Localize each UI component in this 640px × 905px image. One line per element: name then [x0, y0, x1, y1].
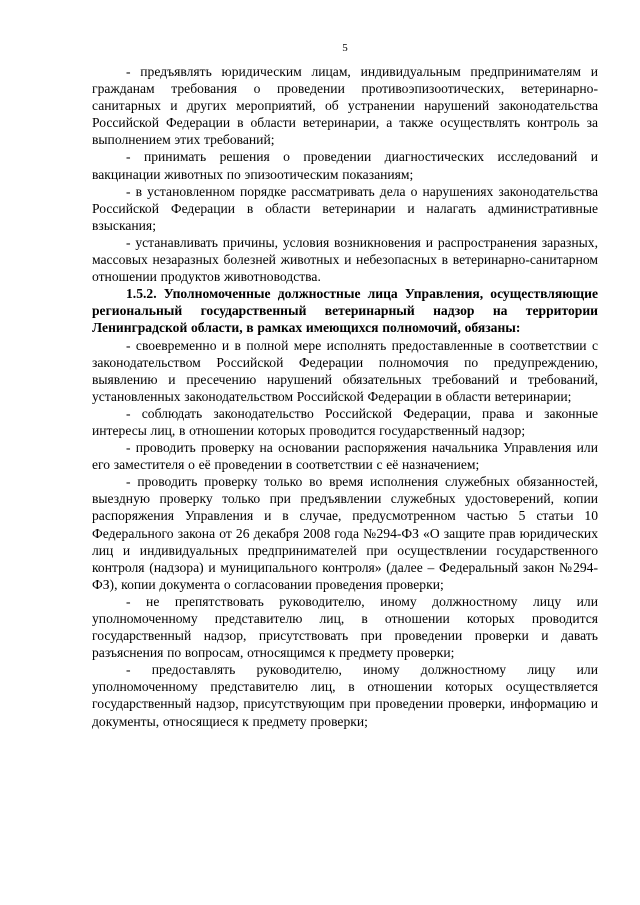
- paragraph-diagnostics: - принимать решения о проведении диагностических исследований и вакцинации животных по эпизоотическим показаниям;: [92, 149, 598, 182]
- section-heading-1-5-2: 1.5.2. Уполномоченные должностные лица Управления, осуществляющие региональный государственный ветеринарный надзор на территории Ленинградской области, в рамках имеющихся полномочий, обязаны:: [92, 286, 598, 336]
- paragraph-provide-information: - предоставлять руководителю, иному должностному лицу или уполномоченному представителю лиц, в отношении которых осуществляется государственный надзор, присутствующим при проведении проверки, информацию и документы, относящиеся к предмету проверки;: [92, 662, 598, 729]
- paragraph-inspection-order: - проводить проверку на основании распоряжения начальника Управления или его заместителя о её проведении в соответствии с её назначением;: [92, 440, 598, 473]
- paragraph-inspection-duties: - проводить проверку только во время исполнения служебных обязанностей, выездную проверку только при предъявлении служебных удостоверений, копии распоряжения Управления и в случае, предусмотренном частью 5 статьи 10 Федерального закона от 26 декабря 2008 года №294-ФЗ «О защите прав юридических лиц и индивидуальных предпринимателей при осуществлении государственного контроля (надзора) и муниципального контроля» (далее – Федеральный закон №294-ФЗ), копии документа о согласовании проведения проверки;: [92, 474, 598, 592]
- paragraph-administrative-cases: - в установленном порядке рассматривать дела о нарушениях законодательства Российской Федерации в области ветеринарии и налагать административные взыскания;: [92, 183, 598, 233]
- paragraph-no-obstruction: - не препятствовать руководителю, иному должностному лицу или уполномоченному представителю лиц, в отношении которых проводится государственный надзор, присутствовать при проведении проверки и давать разъяснения по вопросам, относящимся к предмету проверки;: [92, 593, 598, 661]
- paragraph-observe-legislation: - соблюдать законодательство Российской Федерации, права и законные интересы лиц, в отношении которых проводится государственный надзор;: [92, 405, 598, 438]
- page-number: 5: [342, 42, 348, 54]
- document-body: [92, 63, 598, 730]
- document-page: [92, 0, 598, 905]
- paragraph-disease-causes: - устанавливать причины, условия возникновения и распространения заразных, массовых незаразных болезней животных и небезопасных в ветеринарно-санитарном отношении продуктов животноводства.: [92, 234, 598, 285]
- paragraph-requirements: - предъявлять юридическим лицам, индивидуальным предпринимателям и гражданам требования о проведении противоэпизоотических, ветеринарно-санитарных и других мероприятий, об устранении нарушений законодательства Российской Федерации в области ветеринарии, а также осуществлять контроль за выполнением этих требований;: [92, 64, 598, 148]
- paragraph-timely-execution: - своевременно и в полной мере исполнять предоставленные в соответствии с законодательством Российской Федерации полномочия по предупреждению, выявлению и пресечению нарушений обязательных требований и требований, установленных законодательством Российской Федерации в области ветеринарии;: [92, 337, 598, 404]
